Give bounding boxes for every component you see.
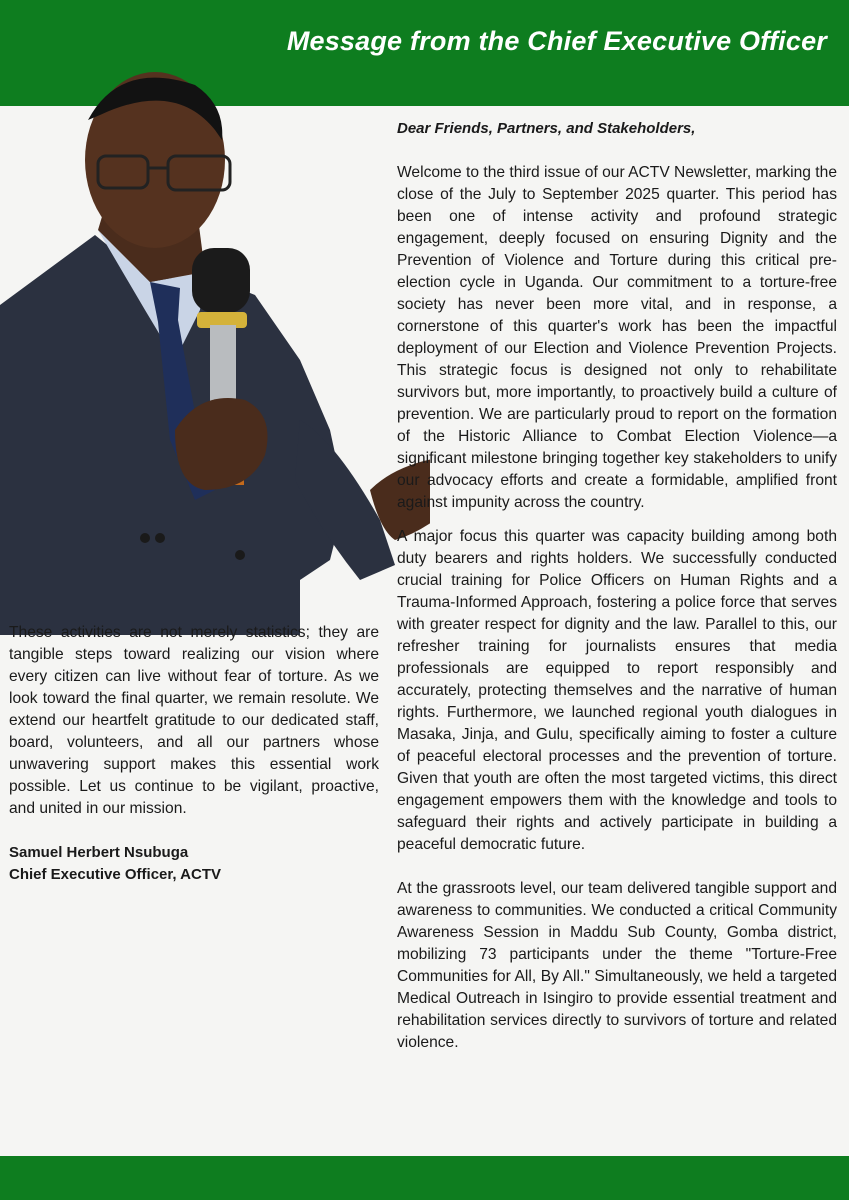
- salutation: Dear Friends, Partners, and Stakeholders,: [397, 120, 696, 137]
- paragraph-grassroots: At the grassroots level, our team delivered tangible support and awareness to communities. We conducted a critical Community Awareness Session in Maddu Sub County, Gomba district, mobilizing 73 participants under the theme "Torture-Free Communities for All, By All." Simultaneously, we held a targeted Medical Outreach in Isingiro to provide essential treatment and rehabilitation services directly to survivors of torture and related violence.: [397, 880, 837, 1051]
- microphone-head: [192, 248, 250, 313]
- ceo-portrait: [0, 60, 430, 635]
- signature-block: [9, 842, 379, 886]
- signatory-name: Samuel Herbert Nsubuga: [9, 844, 189, 861]
- letter-main-column: [397, 118, 837, 1076]
- page-title: Message from the Chief Executive Officer: [286, 26, 827, 56]
- paragraph-intro: Welcome to the third issue of our ACTV Newsletter, marking the close of the July to September 2025 quarter. This period has been one of intense activity and profound strategic engagement, deeply focused on ensuring Dignity and the Prevention of Violence and Torture during this critical pre-election cycle in Uganda. Our commitment to a torture-free society has never been more vital, and in response, a cornerstone of this quarter's work has been the impactful deployment of our Election and Violence Prevention Projects. This strategic focus is designed not only to rehabilitate survivors but, more importantly, to proactively build a culture of prevention. We are particularly proud to report on the formation of the Historic Alliance to Combat Election Violence—a significant milestone bringing together key stakeholders to unify our advocacy efforts and create a formidable, amplified front against impunity across the country.: [397, 164, 837, 511]
- paragraph-capacity-building: A major focus this quarter was capacity building among both duty bearers and rights holders. We successfully conducted crucial training for Police Officers on Human Rights and a Trauma-Informed Approach, fostering a police force that serves with greater respect for dignity and the law. Parallel to this, our refresher training for journalists ensures that media professionals are equipped to report responsibly and accurately, protecting themselves and the narrative of human rights. Furthermore, we launched regional youth dialogues in Masaka, Jinja, and Gulu, specifically aiming to foster a culture of peaceful electoral processes and the prevention of torture. Given that youth are often the most targeted victims, this direct engagement empowers them with the knowledge and tools to safeguard their rights and actively participate in building a peaceful democratic future.: [397, 528, 837, 853]
- signatory-role: Chief Executive Officer, ACTV: [9, 866, 222, 883]
- footer-band: [0, 1156, 849, 1200]
- letter-closing-column: [9, 622, 379, 886]
- paragraph-closing: These activities are not merely statistics; they are tangible steps toward realizing our vision where every citizen can live without fear of torture. As we look toward the final quarter, we remain resolute. We extend our heartfelt gratitude to our dedicated staff, board, volunteers, and all our partners whose unwavering support makes this essential work possible. Let us continue to be vigilant, proactive, and united in our mission.: [9, 624, 379, 817]
